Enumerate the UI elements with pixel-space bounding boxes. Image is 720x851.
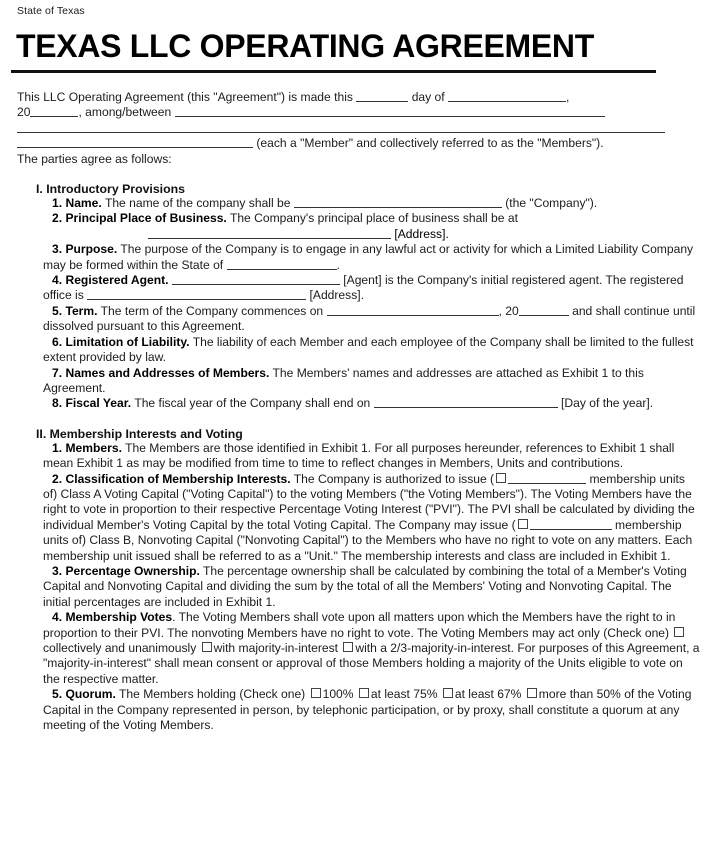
checkbox-quorum-more-than-50[interactable]	[527, 688, 537, 698]
checkbox-vote-two-thirds-majority[interactable]	[343, 642, 353, 652]
clause-percentage-ownership-number: 3.	[52, 563, 63, 578]
registered-office-blank[interactable]	[87, 288, 306, 300]
intro-line-5: The parties agree as follows:	[17, 151, 172, 166]
checkbox-class-b-units[interactable]	[518, 519, 528, 529]
vote-option-1-label: collectively and unanimously	[43, 641, 197, 655]
section-2-heading: II. Membership Interests and Voting	[36, 426, 243, 441]
clause-classification-number: 2.	[52, 471, 63, 486]
clause-term-number: 5.	[52, 303, 63, 318]
page-title: TEXAS LLC OPERATING AGREEMENT	[16, 28, 594, 64]
clause-fiscal-year-text: The fiscal year of the Company shall end on	[134, 396, 371, 411]
clause-purpose-text: The purpose of the Company is to engage in any lawful act or activity for which a Limited Liability Company may be formed within the State of	[43, 242, 694, 272]
month-blank[interactable]	[448, 90, 566, 102]
clause-classification-text-b: membership units of) Class A Voting Capital ("Voting Capital") to the voting Members ("the Voting Members"). The Voting Members have the right to vote in proportion to their respective Percentage Voting Interest ("PVI"). The PVI shall be calculated by dividing the individual Member's Voting Capital by the total Voting Capital. The Company may issue (	[43, 471, 695, 532]
clause-principal-place-number: 2.	[52, 211, 63, 226]
day-blank[interactable]	[356, 90, 408, 102]
quorum-option-3-label: at least 67%	[454, 687, 522, 702]
section-1-heading: I. Introductory Provisions	[36, 182, 185, 197]
intro-line-3	[17, 121, 702, 136]
clause-purpose	[43, 242, 702, 273]
fiscal-year-end-blank[interactable]	[374, 396, 558, 408]
class-b-units-blank[interactable]	[530, 518, 612, 530]
vote-option-2-label: with majority-in-interest	[213, 641, 338, 655]
clause-name	[43, 196, 702, 211]
vote-option-3-label: with a 2/3-majority-in-interest.	[355, 641, 514, 655]
clause-names-addresses-title: Names and Addresses of Members.	[65, 365, 270, 380]
checkbox-vote-majority-in-interest[interactable]	[202, 642, 212, 652]
section-membership-interests-voting	[0, 427, 720, 734]
intro-text-1c: ,	[566, 90, 570, 104]
spacer-before-section-1	[0, 167, 720, 182]
checkbox-quorum-67[interactable]	[443, 688, 453, 698]
clause-membership-votes-number: 4.	[52, 610, 63, 625]
clause-quorum-number: 5.	[52, 687, 63, 702]
clause-purpose-text-b: .	[336, 257, 340, 272]
clause-classification-text-c: membership units of) Class B, Nonvoting Capital ("Nonvoting Capital") to the Members who have no right to vote on any matters. Each membership unit issued shall be referred to as a "Unit." The membership interests and class are included in Exhibit 1.	[43, 517, 693, 563]
checkbox-quorum-100[interactable]	[311, 688, 321, 698]
clause-registered-agent-number: 4.	[52, 273, 63, 288]
clause-principal-place-title: Principal Place of Business.	[65, 211, 227, 226]
checkbox-vote-collectively-unanimously[interactable]	[674, 627, 684, 637]
clause-classification-title: Classification of Membership Interests.	[65, 471, 291, 486]
clause-names-addresses-number: 7.	[52, 365, 63, 380]
quorum-option-1-label: 100%	[322, 687, 354, 702]
clause-limitation-liability-title: Limitation of Liability.	[65, 334, 190, 349]
clause-fiscal-year-text-b: [Day of the year].	[561, 396, 654, 411]
title-divider	[11, 70, 656, 73]
clause-members-number: 1.	[52, 440, 63, 455]
clause-name-title: Name.	[65, 196, 102, 211]
clause-classification	[43, 472, 702, 564]
parties-blank-1[interactable]	[175, 105, 605, 117]
clause-members	[43, 441, 702, 472]
quorum-option-4-label: more than 50%	[538, 687, 621, 702]
company-name-blank[interactable]	[294, 196, 502, 208]
clause-quorum-title: Quorum.	[65, 687, 116, 702]
clause-limitation-liability	[43, 335, 702, 366]
clause-fiscal-year-title: Fiscal Year.	[65, 396, 132, 411]
clause-term-text: The term of the Company commences on	[100, 303, 324, 318]
section-introductory-provisions	[0, 182, 720, 412]
clause-purpose-title: Purpose.	[65, 242, 118, 257]
clause-quorum-text-a: The Members holding (Check one)	[119, 687, 306, 702]
checkbox-class-a-units[interactable]	[496, 473, 506, 483]
clause-membership-votes-title: Membership Votes	[65, 610, 173, 625]
clause-percentage-ownership	[43, 564, 702, 610]
clause-names-addresses	[43, 366, 702, 397]
clause-quorum-text-b: of the Voting Capital in the Company represented in person, by telephonic participation, or by proxy, shall constitute a quorum at any meeting of the Voting Members.	[43, 687, 692, 733]
business-address-blank[interactable]	[148, 227, 391, 239]
class-a-units-blank[interactable]	[508, 472, 586, 484]
clause-principal-place	[43, 211, 702, 226]
clause-name-number: 1.	[52, 196, 63, 211]
term-commence-date-blank[interactable]	[327, 304, 499, 316]
clause-registered-agent-text-b: [Address].	[309, 288, 364, 303]
intro-paragraph	[17, 88, 702, 167]
parties-blank-3[interactable]	[17, 136, 253, 148]
clause-term-text-b: , 20	[498, 303, 519, 318]
year-blank[interactable]	[30, 105, 78, 117]
clause-members-title: Members.	[65, 440, 122, 455]
clause-percentage-ownership-title: Percentage Ownership.	[65, 563, 200, 578]
clause-limitation-liability-number: 6.	[52, 334, 63, 349]
registered-agent-blank[interactable]	[172, 273, 340, 285]
clause-percentage-ownership-text: The percentage ownership shall be calculated by combining the total of a Member's Voting Capital and Nonvoting Capital and dividing the sum by the total of all the Members' Voting and Nonvoting Capital. The initial percentages are included in Exhibit 1.	[43, 563, 687, 609]
clause-name-text: The name of the company shall be	[104, 196, 291, 211]
clause-membership-votes	[43, 610, 702, 687]
clause-principal-place-text-b: [Address].	[394, 226, 449, 241]
members-definition-text: (each a "Member" and collectively referred to as the "Members").	[256, 136, 604, 151]
intro-line-2	[17, 105, 702, 120]
clause-purpose-number: 3.	[52, 242, 63, 257]
clause-principal-place-text: The Company's principal place of business shall be at	[229, 211, 518, 226]
clause-registered-agent	[43, 273, 702, 304]
clause-classification-text-a: The Company is authorized to issue (	[293, 471, 495, 486]
document-body	[0, 88, 720, 733]
clause-quorum	[43, 687, 702, 733]
clause-names-addresses-text: The Members' names and addresses are attached as Exhibit 1 to this Agreement.	[43, 365, 644, 395]
intro-text-2b: , among/between	[78, 105, 172, 120]
intro-text-1a: This LLC Operating Agreement (this "Agreement") is made this	[17, 90, 353, 104]
spacer-before-section-2	[0, 412, 720, 427]
intro-line-4	[17, 136, 702, 151]
state-header: State of Texas	[17, 5, 85, 17]
clause-registered-agent-text: [Agent] is the Company's initial registered agent. The registered office is	[43, 273, 684, 303]
parties-blank-2[interactable]	[17, 121, 665, 133]
clause-membership-votes-text-a: . The Voting Members shall vote upon all matters upon which the Members have the right to in proportion to their PVI. The nonvoting Members have no right to vote. The Voting Members may act only (Check one)	[43, 610, 676, 640]
quorum-option-2-label: at least 75%	[370, 687, 438, 702]
clause-term-title: Term.	[65, 303, 98, 318]
clause-registered-agent-title: Registered Agent.	[65, 273, 169, 288]
intro-line-1	[17, 90, 702, 105]
checkbox-quorum-75[interactable]	[359, 688, 369, 698]
clause-name-text-b: (the "Company").	[505, 196, 598, 211]
clause-term-text-c: and shall continue until dissolved pursuant to this Agreement.	[43, 303, 696, 334]
intro-text-1b: day of	[411, 90, 445, 104]
clause-term	[43, 304, 702, 335]
clause-principal-place-address-line	[43, 227, 702, 242]
clause-membership-votes-text-b: For purposes of this Agreement, a "majority-in-interest" shall mean consent or approval of those Members holding a majority of the Units eligible to vote on the respective matter.	[43, 641, 700, 686]
clause-limitation-liability-text: The liability of each Member and each employee of the Company shall be limited to the fullest extent provided by law.	[43, 334, 694, 365]
formation-state-blank[interactable]	[227, 258, 337, 270]
intro-text-2a: 20	[17, 105, 31, 120]
clause-fiscal-year	[43, 396, 702, 411]
clause-members-text: The Members are those identified in Exhibit 1. For all purposes hereunder, references to Exhibit 1 shall mean Exhibit 1 as may be modified from time to time to reflect changes in Members, Units and contributions.	[43, 440, 675, 471]
clause-fiscal-year-number: 8.	[52, 396, 63, 411]
term-commence-year-blank[interactable]	[519, 304, 569, 316]
